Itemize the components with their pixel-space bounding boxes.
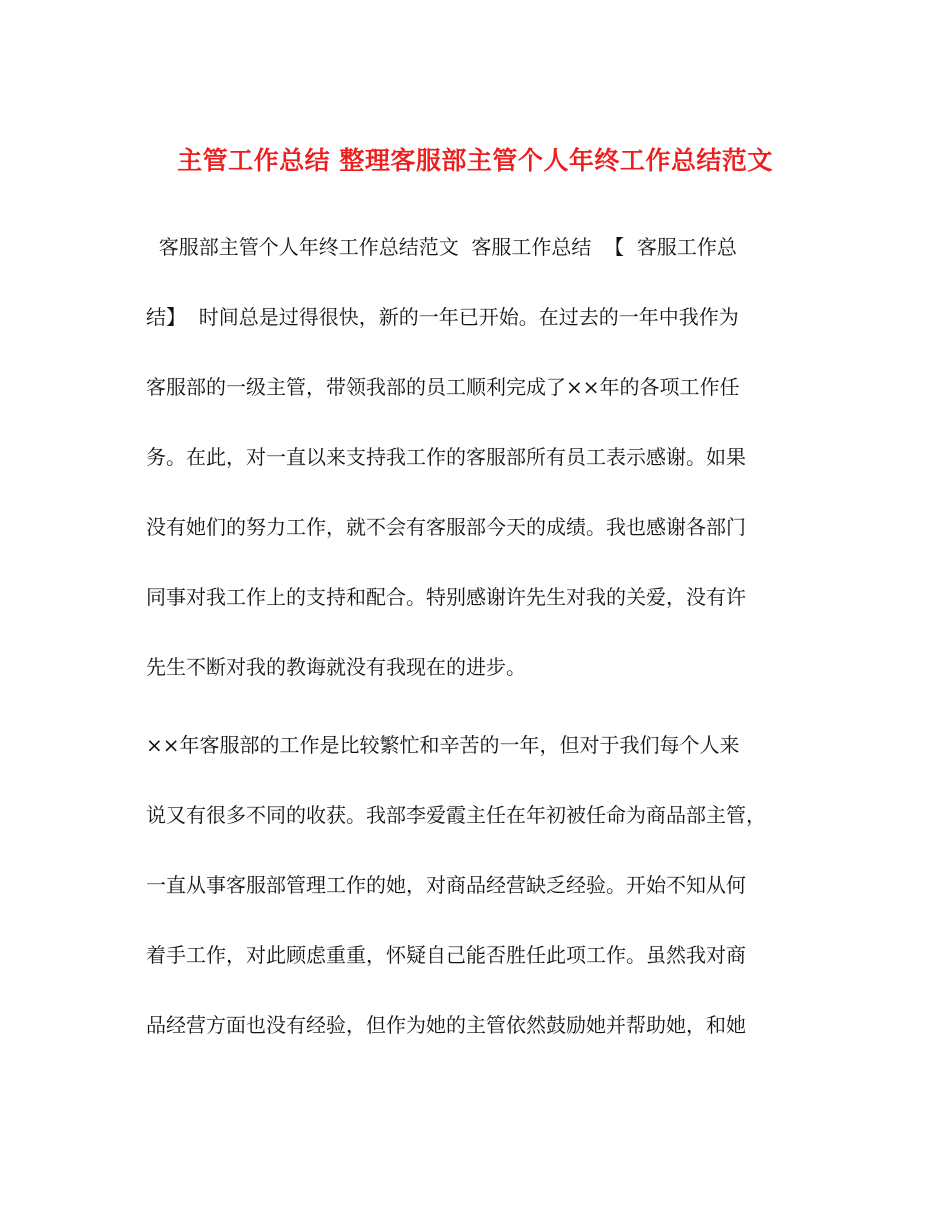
text-line: 着手工作，对此顾虑重重，怀疑自己能否胜任此项工作。虽然我对商 <box>146 943 746 967</box>
text-line: 务。在此，对一直以来支持我工作的客服部所有员工表示感谢。如果 <box>146 445 746 469</box>
text-line: 客服部的一级主管，带领我部的员工顺利完成了××年的各项工作任 <box>146 375 740 399</box>
text-line: 同事对我工作上的支持和配合。特别感谢许先生对我的关爱，没有许 <box>146 585 746 609</box>
text-line: 客服部主管个人年终工作总结范文 客服工作总结 【 客服工作总 <box>146 235 737 259</box>
text-line: ××年客服部的工作是比较繁忙和辛苦的一年，但对于我们每个人来 <box>146 733 740 757</box>
text-line: 没有她们的努力工作，就不会有客服部今天的成绩。我也感谢各部门 <box>146 515 746 539</box>
paragraph-1 <box>146 212 816 702</box>
text-line: 说又有很多不同的收获。我部李爱霞主任在年初被任命为商品部主管， <box>146 803 766 827</box>
text-line: 先生不断对我的教诲就没有我现在的进步。 <box>146 655 526 679</box>
paragraph-2 <box>146 710 816 1060</box>
text-line: 一直从事客服部管理工作的她，对商品经营缺乏经验。开始不知从何 <box>146 873 746 897</box>
text-line: 品经营方面也没有经验，但作为她的主管依然鼓励她并帮助她，和她 <box>146 1013 746 1037</box>
text-line: 结】 时间总是过得很快，新的一年已开始。在过去的一年中我作为 <box>146 305 739 329</box>
document-title: 主管工作总结 整理客服部主管个人年终工作总结范文 <box>177 146 773 175</box>
